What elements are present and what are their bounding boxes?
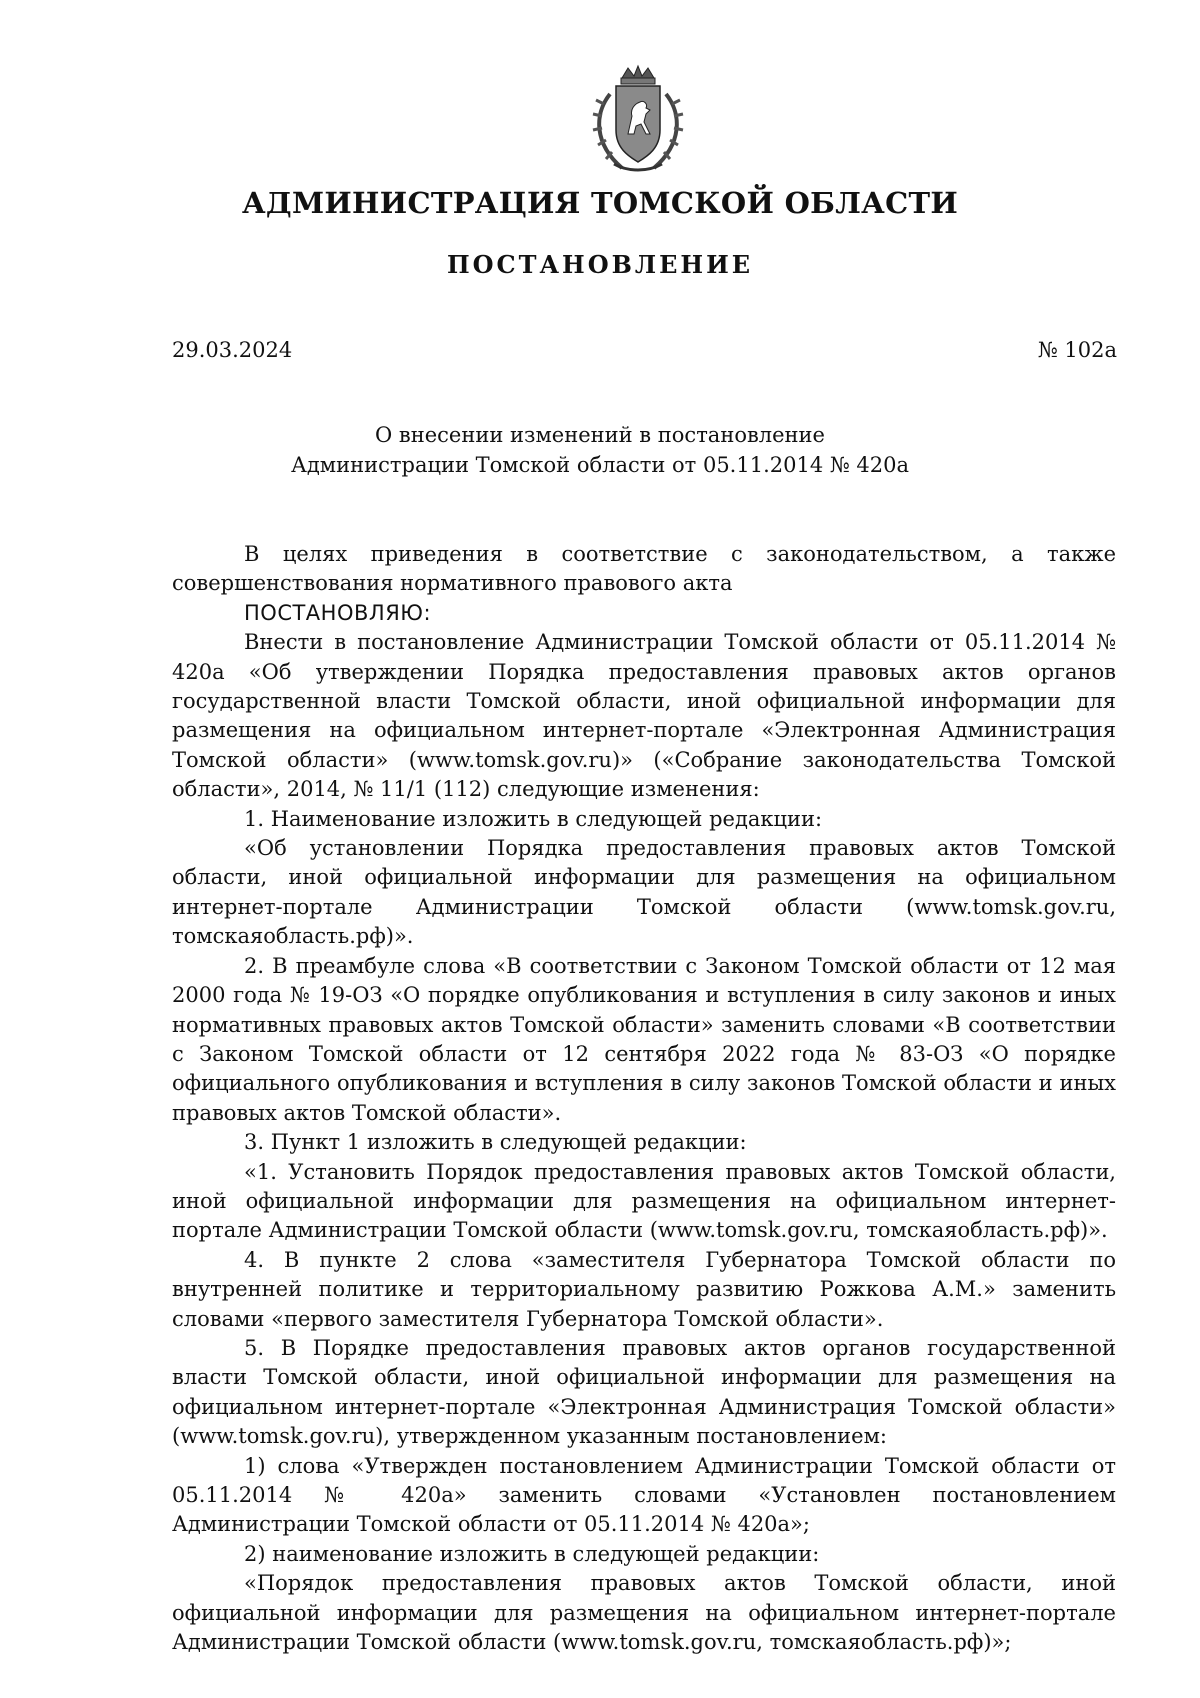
body-paragraph: 3. Пункт 1 изложить в следующей редакции: [244,1130,747,1155]
decree-word [172,599,1116,628]
body-paragraph: 4. В пункте 2 слова «заместителя Губернатора Томской области по внутренней политике и территориальному развитию Рожкова А.М.» заменить словами «первого заместителя Губернатора Томской области». [172,1247,1116,1331]
document-subject [0,420,1200,480]
decree-label: ПОСТАНОВЛЯЮ: [244,600,432,625]
document-type: ПОСТАНОВЛЕНИЕ [446,250,754,279]
organization-title: АДМИНИСТРАЦИЯ ТОМСКОЙ ОБЛАСТИ [241,186,959,220]
document-body [172,540,1116,1657]
body-paragraph: 1) слова «Утвержден постановлением Администрации Томской области от 05.11.2014 № 420а» заменить словами «Установлен постановлением Администрации Томской области от 05.11.2014 № 420а»; [172,1453,1116,1537]
preamble-paragraph: В целях приведения в соответствие с законодательством, а также совершенствования нормативного правового акта [172,542,1116,596]
subject-line-1: О внесении изменений в постановление [375,423,825,447]
body-paragraph: «1. Установить Порядок предоставления правовых актов Томской области, иной официальной информации для размещения на официальном интернет-портале Администрации Томской области (www.tomsk.gov.ru, томскаяобласть.рф)». [172,1159,1116,1243]
body-paragraph: 5. В Порядке предоставления правовых актов органов государственной власти Томской области, иной официальной информации для размещения на официальном интернет-портале «Электронная Администрация Томской области» (www.tomsk.gov.ru), утвержденном указанным постановлением: [172,1335,1116,1449]
body-paragraph: «Об установлении Порядка предоставления правовых актов Томской области, иной официальной информации для размещения на официальном интернет-портале Администрации Томской области (www.tomsk.gov.ru, томскаяобласть.рф)». [172,836,1116,949]
document-date: 29.03.2024 [172,338,293,362]
body-paragraph: 1. Наименование изложить в следующей редакции: [244,806,823,831]
tomsk-coat-of-arms-icon [584,64,692,176]
body-paragraph: «Порядок предоставления правовых актов Томской области, иной официальной информации для размещения на официальном интернет-портале Администрации Томской области (www.tomsk.gov.ru, томскаяобласть.рф)»; [172,1571,1116,1655]
body-paragraph: Внести в постановление Администрации Томской области от 05.11.2014 № 420а «Об утверждении Порядка предоставления правовых актов органов государственной власти Томской области, иной официальной информации для размещения на официальном интернет-портале «Электронная Администрация Томской области» (www.tomsk.gov.ru)» («Собрание законодательства Томской области», 2014, № 11/1 (112) следующие изменения: [172,630,1116,802]
body-paragraph: 2) наименование изложить в следующей редакции: [244,1541,820,1566]
body-paragraph: 2. В преамбуле слова «В соответствии с Законом Томской области от 12 мая 2000 года № 19-ОЗ «О порядке опубликования и вступления в силу законов и иных нормативных правовых актов Томской области» заменить словами «В соответствии с Законом Томской области от 12 сентября 2022 года № 83-ОЗ «О порядке официального опубликования и вступления в силу законов Томской области и иных правовых актов Томской области». [172,953,1116,1125]
subject-line-2: Администрации Томской области от 05.11.2014 № 420а [290,453,910,477]
document-number: № 102а [1037,338,1117,362]
